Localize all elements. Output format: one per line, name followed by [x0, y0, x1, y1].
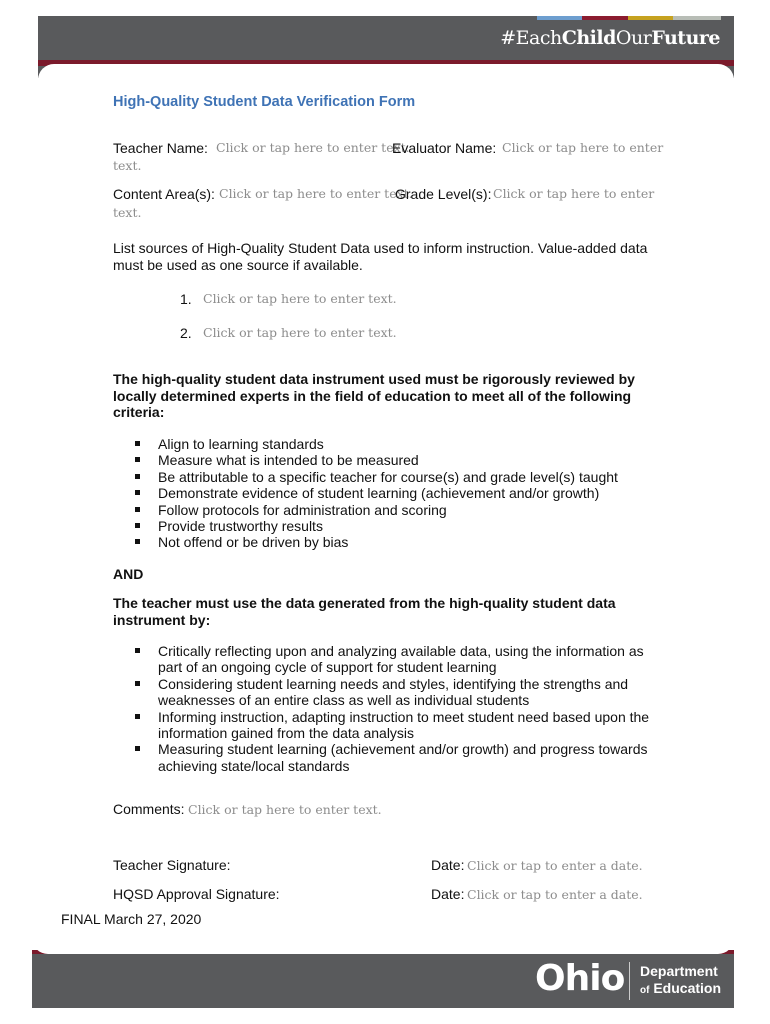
- and-label: AND: [113, 566, 144, 582]
- teacher-use-heading: The teacher must use the data generated from the high-quality student data instrument by:: [113, 595, 616, 628]
- form-title: High-Quality Student Data Verification Form: [113, 94, 416, 110]
- list-item: Measure what is intended to be measured: [113, 452, 673, 468]
- date-field[interactable]: Click or tap to enter a date.: [467, 858, 643, 873]
- evaluator-name-field-cont[interactable]: text.: [113, 158, 142, 173]
- source-field-1[interactable]: Click or tap here to enter text.: [203, 291, 397, 306]
- list-item: Measuring student learning (achievement and/or growth) and progress towards achieving state/local standards: [113, 741, 673, 774]
- date2-label: Date:: [431, 886, 465, 902]
- footer-curve: [32, 928, 734, 954]
- criteria-list: [113, 436, 673, 551]
- hashtag-slogan: #EachChildOurFuture: [500, 27, 720, 49]
- logo-divider: [629, 962, 630, 1000]
- grade-level-field[interactable]: Click or tap here to enter: [493, 186, 655, 201]
- content-area-field[interactable]: Click or tap here to enter text.: [219, 186, 413, 201]
- sources-intro: List sources of High-Quality Student Data used to inform instruction. Value-added data must be used as one source if available.: [113, 240, 648, 273]
- date-label: Date:: [431, 857, 465, 873]
- grade-level-label: Grade Level(s):: [395, 186, 492, 202]
- teacher-name-field[interactable]: Click or tap here to enter text.: [216, 140, 410, 155]
- teacher-name-label: Teacher Name:: [113, 140, 208, 156]
- ohio-logo: Ohio: [535, 958, 625, 999]
- list-item: Provide trustworthy results: [113, 518, 673, 534]
- evaluator-name-field[interactable]: Click or tap here to enter: [502, 140, 664, 155]
- list-item: Considering student learning needs and styles, identifying the strengths and weaknesses of an entire class as well as individual students: [113, 676, 673, 709]
- list-item: Critically reflecting upon and analyzing available data, using the information as part of an ongoing cycle of support for student learning: [113, 643, 673, 676]
- hqsd-signature-label: HQSD Approval Signature:: [113, 886, 280, 902]
- source-field-2[interactable]: Click or tap here to enter text.: [203, 325, 397, 340]
- source-number-2: 2.: [180, 325, 192, 341]
- source-number-1: 1.: [180, 291, 192, 307]
- teacher-use-list: [113, 643, 673, 774]
- evaluator-name-label: Evaluator Name:: [392, 140, 497, 156]
- teacher-signature-label: Teacher Signature:: [113, 857, 231, 873]
- comments-label: Comments:: [113, 801, 185, 817]
- list-item: Be attributable to a specific teacher for course(s) and grade level(s) taught: [113, 469, 673, 485]
- final-note: FINAL March 27, 2020: [61, 911, 202, 927]
- criteria-heading: The high-quality student data instrument used must be rigorously reviewed by locally determined experts in the field of education to meet all of the following criteria:: [113, 371, 635, 420]
- date2-field[interactable]: Click or tap to enter a date.: [467, 887, 643, 902]
- list-item: Demonstrate evidence of student learning (achievement and/or growth): [113, 485, 673, 501]
- list-item: Align to learning standards: [113, 436, 673, 452]
- list-item: Informing instruction, adapting instruction to meet student need based upon the information gained from the data analysis: [113, 709, 673, 742]
- department-name: Department of Education: [640, 963, 722, 996]
- list-item: Follow protocols for administration and scoring: [113, 502, 673, 518]
- content-area-label: Content Area(s):: [113, 186, 215, 202]
- comments-field[interactable]: Click or tap here to enter text.: [188, 802, 382, 817]
- grade-level-field-cont[interactable]: text.: [113, 205, 142, 220]
- list-item: Not offend or be driven by bias: [113, 534, 673, 550]
